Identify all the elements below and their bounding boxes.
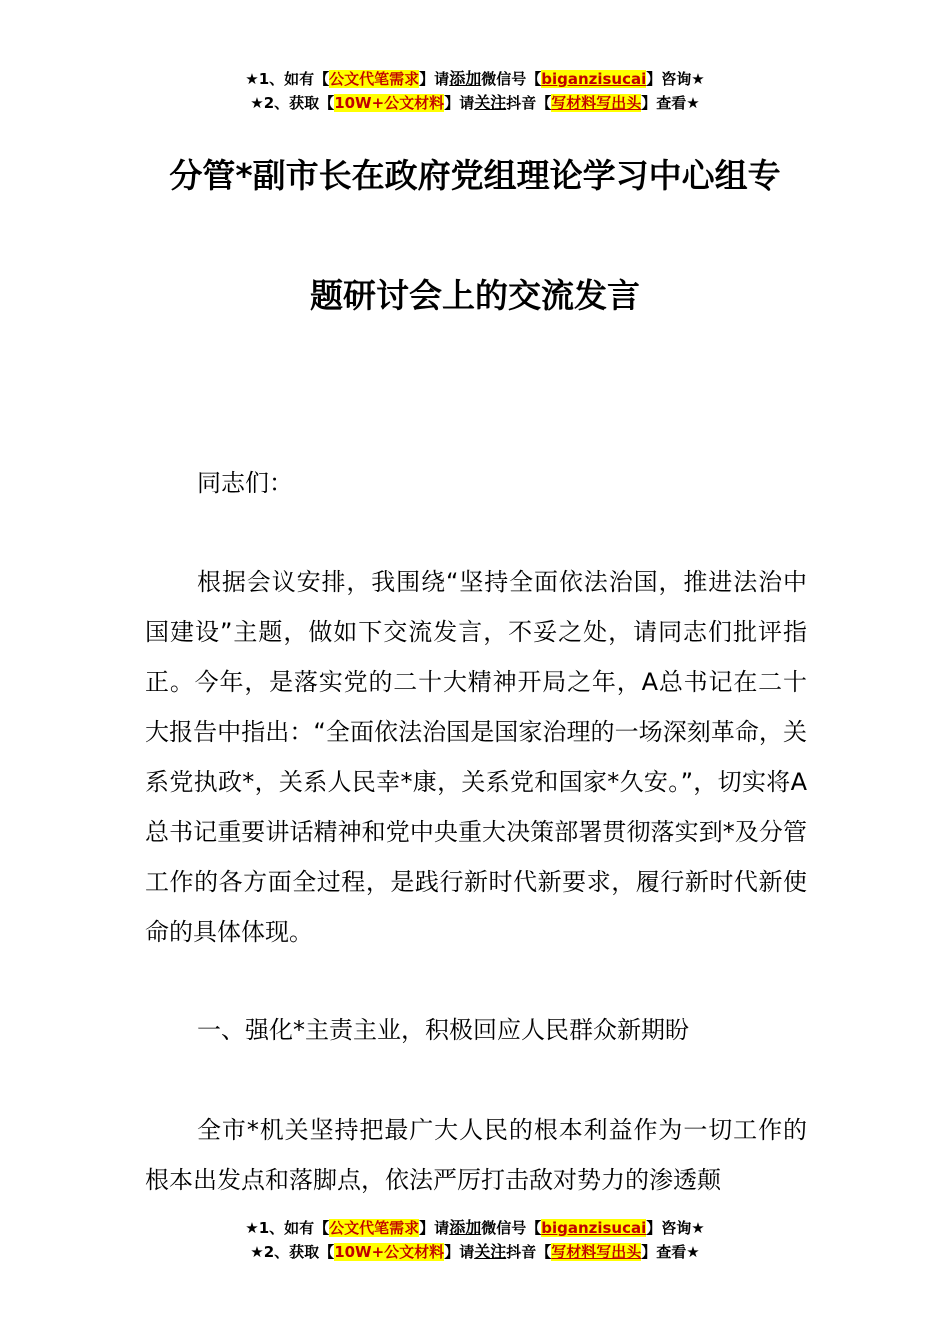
highlight-service: 公文代笔需求 [329, 70, 420, 88]
body-paragraph: 根据会议安排，我围绕“坚持全面依法治国，推进法治中国建设”主题，做如下交流发言，不妥之处，请同志们批评指正。今年，是落实党的二十大精神开局之年，A总书记在二十大报告中指出：“全面依法治国是国家治理的一场深刻革命，关系党执政*，关系人民幸*康，关系党和国家*久安。”，切实将A总书记重要讲话精神和党中央重大决策部署贯彻落实到*及分管工作的各方面全过程，是践行新时代新要求，履行新时代新使命的具体体现。 [145, 568, 807, 946]
highlight-materials: 10W+公文材料 [334, 1243, 445, 1261]
banner-text: ★1、如有【 [245, 1219, 330, 1237]
banner-text: 】请 [419, 70, 450, 88]
wechat-id: biganzisucai [541, 70, 647, 88]
banner-emphasis: 添加 [449, 1218, 482, 1237]
highlight-materials: 10W+公文材料 [334, 94, 445, 112]
banner-text: ★2、获取【 [250, 1243, 335, 1261]
greeting: 同志们： [197, 469, 293, 497]
document-title-line-1: 分管*副市长在政府党组理论学习中心组专 [169, 156, 781, 195]
banner-emphasis: 添加 [449, 69, 482, 88]
banner-emphasis: 关注 [474, 93, 507, 112]
banner-line-1 [0, 67, 950, 91]
banner-emphasis: 关注 [474, 1242, 507, 1261]
banner-text: 】咨询★ [646, 1219, 705, 1237]
banner-text: 】请 [444, 1243, 475, 1261]
banner-text: ★2、获取【 [250, 94, 335, 112]
header-banner [0, 67, 950, 115]
banner-text: 】咨询★ [646, 70, 705, 88]
banner-text: ★1、如有【 [245, 70, 330, 88]
highlight-service: 公文代笔需求 [329, 1219, 420, 1237]
banner-text: 】请 [444, 94, 475, 112]
banner-text: 】查看★ [641, 94, 700, 112]
banner-text: 微信号【 [481, 1219, 542, 1237]
banner-text: 】请 [419, 1219, 450, 1237]
douyin-account: 写材料写出头 [551, 1243, 642, 1261]
section-heading: 一、强化*主责主业，积极回应人民群众新期盼 [197, 1016, 689, 1044]
banner-line-1 [0, 1216, 950, 1240]
banner-text: 抖音【 [506, 1243, 552, 1261]
douyin-account: 写材料写出头 [551, 94, 642, 112]
banner-text: 抖音【 [506, 94, 552, 112]
banner-text: 】查看★ [641, 1243, 700, 1261]
footer-banner [0, 1216, 950, 1264]
banner-text: 微信号【 [481, 70, 542, 88]
wechat-id: biganzisucai [541, 1219, 647, 1237]
body-paragraph: 全市*机关坚持把最广大人民的根本利益作为一切工作的根本出发点和落脚点，依法严厉打击敌对势力的渗透颠 [145, 1116, 807, 1194]
banner-line-2 [0, 1240, 950, 1264]
banner-line-2 [0, 91, 950, 115]
document-title-line-2: 题研讨会上的交流发言 [310, 276, 640, 315]
